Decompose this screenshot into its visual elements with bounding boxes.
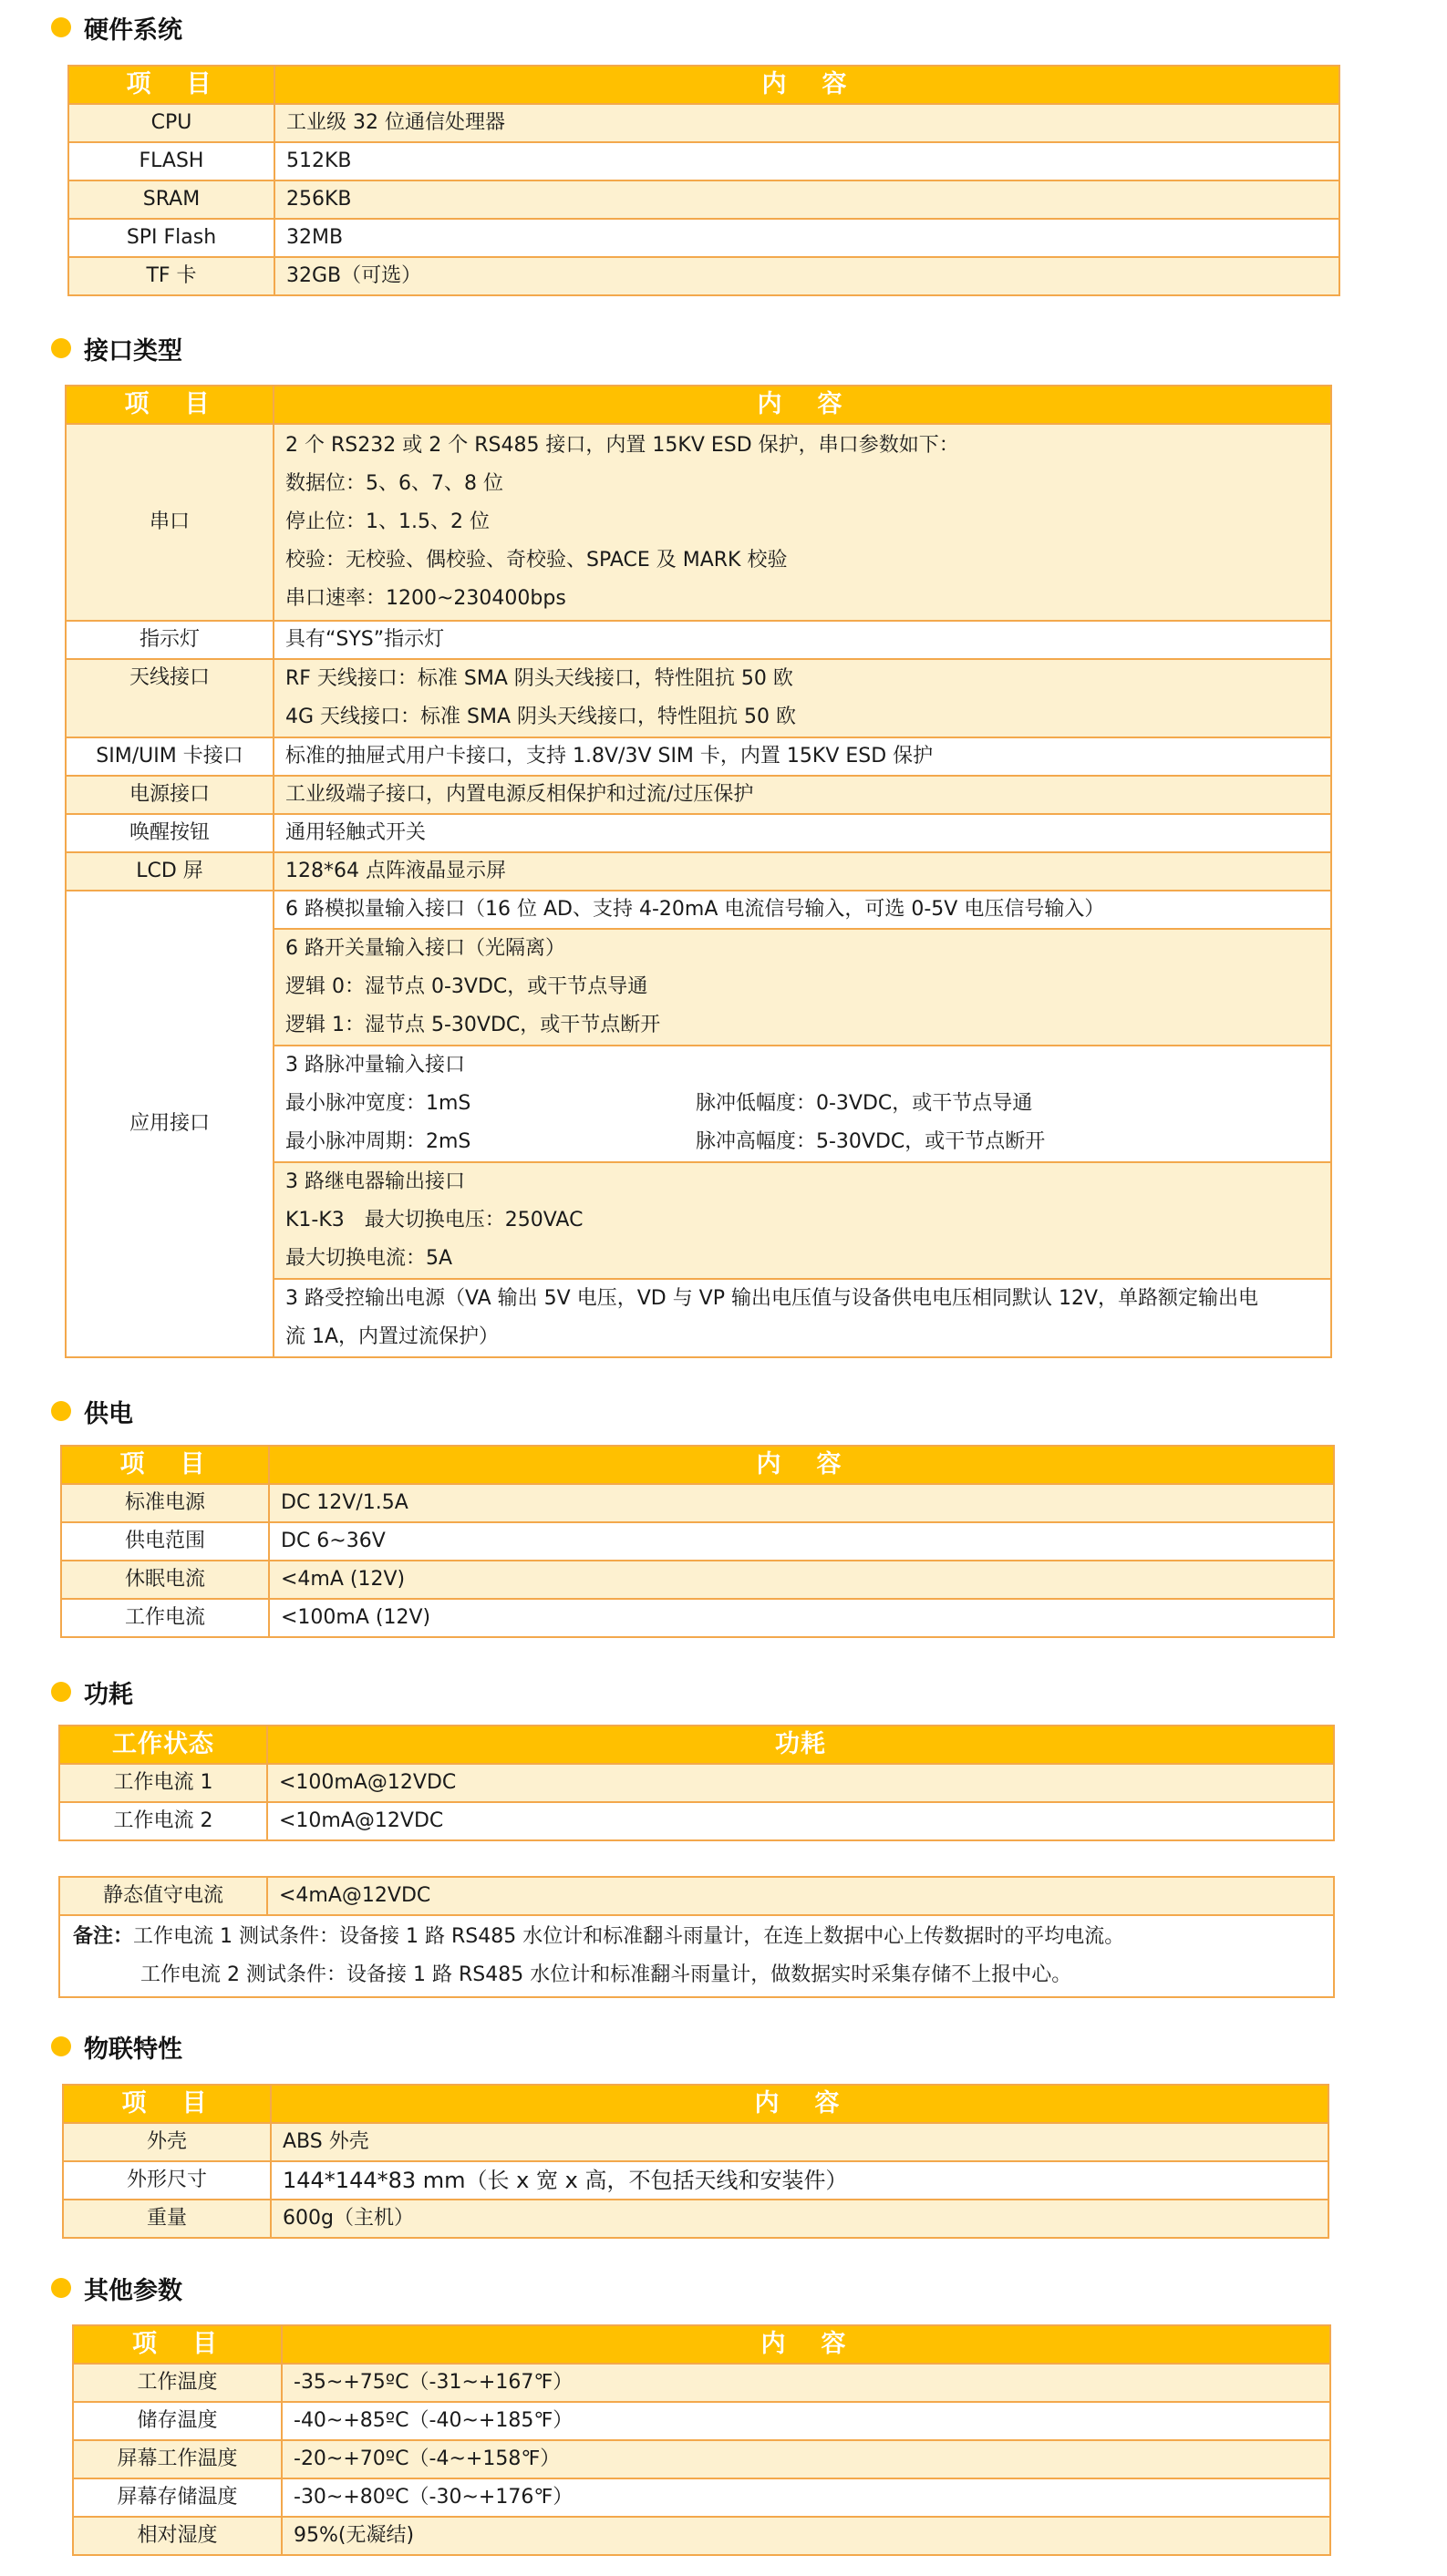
- section-title: 功耗: [84, 1680, 133, 1709]
- header-content: 内 容: [271, 2085, 1328, 2123]
- table-row: 3 路受控输出电源（VA 输出 5V 电压，VD 与 VP 输出电压值与设备供电电压相同默认 12V，单路额定输出电 流 1A，内置过流保护）: [66, 1279, 1331, 1357]
- table-row: 储存温度 -40~+85ºC（-40~+185℉）: [73, 2402, 1330, 2440]
- table-row: 6 路开关量输入接口（光隔离） 逻辑 0：湿节点 0-3VDC，或干节点导通 逻辑 1：湿节点 5-30VDC，或干节点断开: [66, 929, 1331, 1046]
- standby-table: [58, 1876, 1335, 1998]
- note-label: 备注：: [73, 1925, 134, 1948]
- bullet-icon: [51, 338, 71, 358]
- header-item: 项 目: [73, 2325, 282, 2364]
- section-title: 其他参数: [84, 2276, 182, 2305]
- table-row: SPI Flash 32MB: [68, 219, 1339, 257]
- header-power: 功耗: [267, 1726, 1334, 1764]
- table-row: SRAM 256KB: [68, 180, 1339, 219]
- supply-table: [60, 1445, 1335, 1638]
- table-row: 重量 600g（主机）: [63, 2200, 1328, 2238]
- table-row: 天线接口 RF 天线接口：标准 SMA 阴头天线接口，特性阻抗 50 欧 4G 天线接口：标准 SMA 阴头天线接口，特性阻抗 50 欧: [66, 659, 1331, 737]
- table-row: 串口 2 个 RS232 或 2 个 RS485 接口，内置 15KV ESD 保护，串口参数如下： 数据位：5、6、7、8 位 停止位：1、1.5、2 位 校验：无校验、偶校验、奇校验、SPACE 及 MARK 校验 串口速率：1200~230400bps: [66, 424, 1331, 621]
- header-content: 内 容: [274, 66, 1339, 104]
- table-row: 电源接口 工业级端子接口，内置电源反相保护和过流/过压保护: [66, 776, 1331, 814]
- table-row: 应用接口 6 路模拟量输入接口（16 位 AD、支持 4-20mA 电流信号输入，可选 0-5V 电压信号输入）: [66, 891, 1331, 929]
- table-row: 相对湿度 95%(无凝结): [73, 2517, 1330, 2555]
- header-item: 项 目: [61, 1446, 269, 1484]
- table-row: 外壳 ABS 外壳: [63, 2123, 1328, 2161]
- header-item: 项 目: [63, 2085, 271, 2123]
- table-row: 工作电流 2 <10mA@12VDC: [59, 1802, 1334, 1840]
- bullet-icon: [51, 2036, 71, 2056]
- table-row: 工作电流 <100mA (12V): [61, 1599, 1334, 1637]
- table-row: 唤醒按钮 通用轻触式开关: [66, 814, 1331, 852]
- section-supply: [51, 1393, 133, 1429]
- table-row: 屏幕工作温度 -20~+70ºC（-4~+158℉）: [73, 2440, 1330, 2478]
- table-row: FLASH 512KB: [68, 142, 1339, 180]
- header-item: 项 目: [68, 66, 274, 104]
- hardware-table: [67, 65, 1340, 296]
- interfaces-table: [65, 385, 1332, 1358]
- section-title: 供电: [84, 1399, 133, 1428]
- note-text: 工作电流 1 测试条件：设备接 1 路 RS485 水位计和标准翻斗雨量计，在连上数据中心上传数据时的平均电流。: [133, 1925, 1125, 1948]
- table-row: 静态值守电流 <4mA@12VDC: [59, 1877, 1334, 1915]
- section-consumption: [51, 1674, 133, 1710]
- note-text: 工作电流 2 测试条件：设备接 1 路 RS485 水位计和标准翻斗雨量计，做数据实时采集存储不上报中心。: [140, 1963, 1072, 1986]
- table-row: TF 卡 32GB（可选）: [68, 257, 1339, 295]
- table-row: 工作温度 -35~+75ºC（-31~+167℉）: [73, 2364, 1330, 2402]
- table-row: 供电范围 DC 6~36V: [61, 1522, 1334, 1561]
- other-table: [72, 2324, 1331, 2556]
- note-row: [59, 1915, 1334, 1997]
- bullet-icon: [51, 1682, 71, 1702]
- header-item: 项 目: [66, 386, 274, 424]
- consumption-table: [58, 1725, 1335, 1841]
- header-content: 内 容: [269, 1446, 1334, 1484]
- bullet-icon: [51, 2278, 71, 2298]
- section-other: [51, 2270, 182, 2306]
- table-row: LCD 屏 128*64 点阵液晶显示屏: [66, 852, 1331, 891]
- section-iot: [51, 2028, 182, 2065]
- section-title: 硬件系统: [84, 15, 182, 45]
- bullet-icon: [51, 1401, 71, 1421]
- table-row: 外形尺寸 144*144*83 mm（长 x 宽 x 高，不包括天线和安装件）: [63, 2161, 1328, 2200]
- table-row: 3 路继电器输出接口 K1-K3 最大切换电压：250VAC 最大切换电流：5A: [66, 1162, 1331, 1279]
- table-row: 休眠电流 <4mA (12V): [61, 1561, 1334, 1599]
- table-row: 工作电流 1 <100mA@12VDC: [59, 1764, 1334, 1802]
- table-row: 标准电源 DC 12V/1.5A: [61, 1484, 1334, 1522]
- iot-table: [62, 2084, 1329, 2239]
- section-interfaces: [51, 330, 182, 366]
- table-row: 屏幕存储温度 -30~+80ºC（-30~+176℉）: [73, 2478, 1330, 2517]
- header-content: 内 容: [274, 386, 1331, 424]
- table-row: SIM/UIM 卡接口 标准的抽屉式用户卡接口，支持 1.8V/3V SIM 卡，内置 15KV ESD 保护: [66, 737, 1331, 776]
- section-title: 物联特性: [84, 2035, 182, 2064]
- header-state: 工作状态: [59, 1726, 267, 1764]
- bullet-icon: [51, 17, 71, 37]
- table-row: CPU 工业级 32 位通信处理器: [68, 104, 1339, 142]
- table-row: 3 路脉冲量输入接口 最小脉冲宽度：1mS 脉冲低幅度：0-3VDC，或干节点导通 最小脉冲周期：2mS 脉冲高幅度：5-30VDC，或干节点断开: [66, 1046, 1331, 1162]
- section-hardware: [51, 9, 182, 46]
- header-content: 内 容: [282, 2325, 1330, 2364]
- section-title: 接口类型: [84, 336, 182, 366]
- table-row: 指示灯 具有“SYS”指示灯: [66, 621, 1331, 659]
